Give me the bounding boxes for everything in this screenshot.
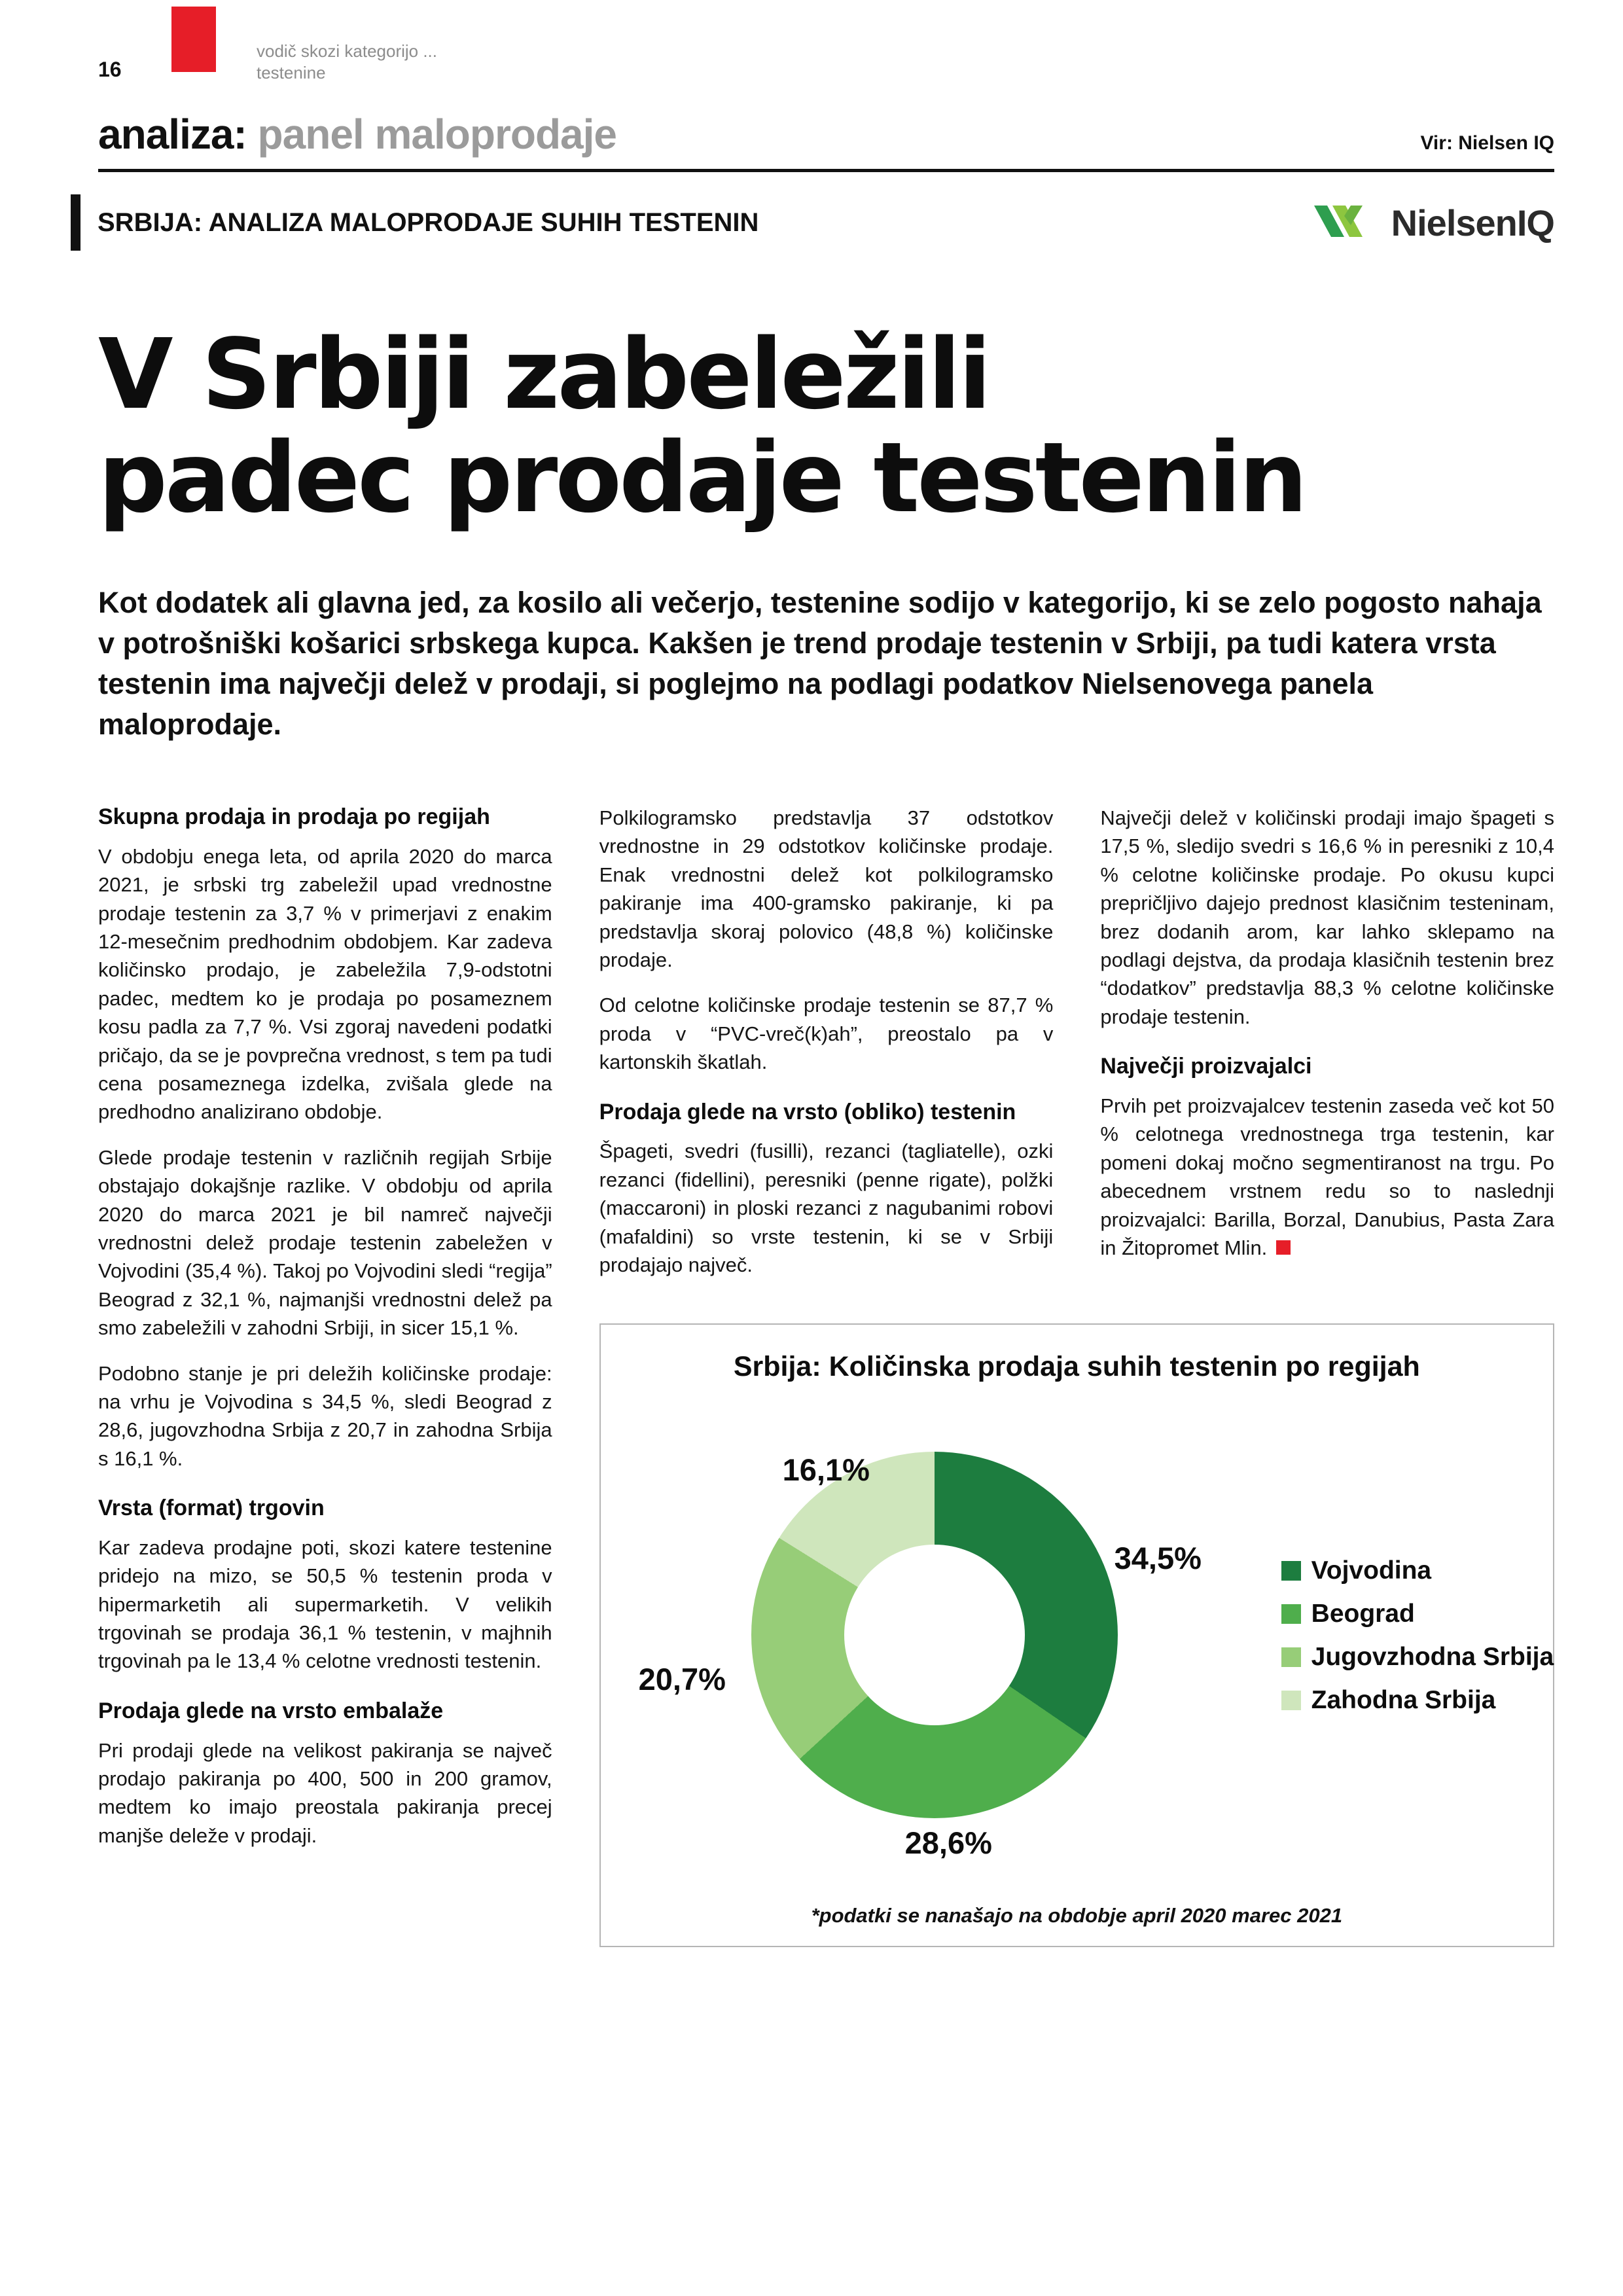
red-square-logo: [171, 7, 216, 72]
body-paragraph: Špageti, svedri (fusilli), rezanci (tagliatelle), ozki rezanci (fidellini), peresniki (penne rigate), polžki (maccaroni) in ploski rezanci z nagubanimi robovi (mafaldini) so vrste testenin, ki se v Srbiji prodajajo največ.: [599, 1139, 1054, 1276]
slice-label-jugovzhodna: 20,7%: [638, 1662, 726, 1697]
nielseniq-logo: [1310, 196, 1554, 249]
body-paragraph: Od celotne količinske prodaje testenin se 87,7 % proda v “PVC-vreč(k)ah”, preostalo pa v kartonskih škatlah.: [599, 994, 1054, 1074]
column-heading: Največji proizvajalci: [1100, 1054, 1312, 1079]
niq-chevron-icon: [1310, 196, 1382, 249]
source-credit: Vir: Nielsen IQ: [1420, 132, 1554, 154]
legend-item: [1281, 1643, 1554, 1672]
donut-hole: [844, 1545, 1025, 1725]
headline-line-1: V Srbiji zabeležili: [98, 318, 990, 431]
legend-swatch: [1281, 1691, 1301, 1710]
legend-label: Beograd: [1311, 1600, 1415, 1628]
slice-label-beograd: 28,6%: [904, 1825, 992, 1861]
legend-swatch: [1281, 1561, 1301, 1581]
article-kicker: [98, 194, 758, 251]
column-heading: Prodaja glede na vrsto embalaže: [98, 1698, 444, 1723]
body-paragraph: [1100, 1092, 1554, 1262]
body-paragraph: Pri prodaji glede na velikost pakiranja se največ prodajo pakiranja po 400, 500 in 200 gramov, medtem ko imajo preostala pakiranja precej manjše deleže v prodaji.: [98, 1738, 552, 1847]
section-title: [98, 110, 616, 158]
body-paragraph: Kar zadeva prodajne poti, skozi katere testenine pridejo na mizo, se 50,5 % testenin proda v hipermarketih ali supermarketih. V velikih trgovinah se prodaja 36,1 % testenin, v majhnih trgovinah pa le 13,4 % celotne vrednosti testenin.: [98, 1535, 552, 1673]
article-headline: [98, 318, 1554, 535]
column-heading: Vrsta (format) trgovin: [98, 1496, 325, 1521]
nielseniq-wordmark: NielsenIQ: [1391, 202, 1554, 243]
column-heading: Skupna prodaja in prodaja po regijah: [98, 804, 490, 830]
category-kicker: [257, 41, 437, 83]
page-number: 16: [98, 58, 122, 81]
slice-label-vojvodina: 34,5%: [1114, 1541, 1202, 1576]
column-heading: Prodaja glede na vrsto (obliko) testenin: [599, 1099, 1016, 1124]
article-end-marker: [1276, 1240, 1291, 1255]
column-3: [1100, 804, 1554, 1296]
article-kicker-title: SRBIJA: ANALIZA MALOPRODAJE SUHIH TESTENIN: [98, 207, 759, 237]
chart-legend: [1281, 1556, 1554, 1715]
body-paragraph: Podobno stanje je pri deležih količinske prodaje: na vrhu je Vojvodina s 34,5 %, sledi Beograd z 28,6, jugovzhodna Srbija z 20,7 in zahodna Srbija s 16,1 %.: [98, 1361, 552, 1470]
article-kicker-row: [98, 194, 1554, 251]
chart-footnote: *podatki se nanašajo na obdobje april 2020 marec 2021: [811, 1904, 1343, 1928]
chart-title: Srbija: Količinska prodaja suhih testenin po regijah: [733, 1351, 1420, 1383]
donut-chart-figure: [627, 1390, 1554, 1900]
slice-label-zahodna: 16,1%: [782, 1452, 870, 1488]
section-title-gray: panel maloprodaje: [257, 111, 616, 158]
legend-swatch: [1281, 1647, 1301, 1667]
black-bar-icon: [71, 194, 80, 251]
body-paragraph: V obdobju enega leta, od aprila 2020 do marca 2021, je srbski trg zabeležil upad vrednostne prodaje testenin za 3,7 % v primerjavi z enakim 12-mesečnim predhodnim obdobjem. Kar zadeva količinsko prodajo, je zabeležila 7,9-odstotni padec, medtem ko je prodaja po posameznem kosu padla za 7,7 %. Vsi zgoraj navedeni podatki pričajo, da se je povprečna vrednost, s tem pa tudi cena posameznega izdelka, zvišala glede na predhodno analizirano obdobje.: [98, 844, 552, 1124]
section-title-row: [98, 110, 1554, 158]
legend-label: Vojvodina: [1311, 1556, 1432, 1585]
headline-line-2: padec prodaje testenin: [98, 422, 1306, 535]
legend-label: Zahodna Srbija: [1311, 1686, 1496, 1715]
legend-item: [1281, 1556, 1554, 1585]
body-paragraph-text: Prvih pet proizvajalcev testenin zaseda več kot 50 % celotnega vrednostnega trga testenin, kar pomeni dokaj močno segmentiranost na trgu. Po abecednem vrstnem redu so to naslednji proizvajalci: Barilla, Borzal, Danubius, Pasta Zara in Žitopromet Mlin.: [1100, 1094, 1554, 1259]
body-paragraph: Največji delež v količinski prodaji imajo špageti s 17,5 %, sledijo svedri s 16,6 % in peresniki z 10,4 % celotne količinske prodaje. Po okusu kupci prepričljivo dajejo prednost klasičnim testeninam, brez dodanih arom, kar lahko sklepamo na podlagi dejstva, da prodaja klasičnih testenin brez “dodatkov” predstavlja 88,3 % celotne količinske prodaje testenin.: [1100, 806, 1554, 1028]
legend-label: Jugovzhodna Srbija: [1311, 1643, 1554, 1672]
page-header: [0, 0, 1623, 82]
column-1: [98, 804, 552, 1947]
legend-swatch: [1281, 1604, 1301, 1624]
body-paragraph: Glede prodaje testenin v različnih regijah Srbije obstajajo dokajšnje razlike. V obdobju od aprila 2020 do marca 2021 je bil namreč največji vrednostni delež prodaje testenin zabeležen v Vojvodini (35,4 %). Takoj po Vojvodini sledi “regija” Beograd z 32,1 %, najmanjši vrednostni delež pa smo zabeležili v zahodni Srbiji, in sicer 15,1 %.: [98, 1145, 552, 1340]
donut-chart: [751, 1452, 1118, 1818]
body-paragraph: Polkilogramsko predstavlja 37 odstotkov vrednostne in 29 odstotkov količinske prodaje. Enak vrednostni delež kot polkilogramsko pakiranje ima 400-gramsko pakiranje, ki pa predstavlja skoraj polovico (48,8 %) količinske prodaje.: [599, 806, 1054, 972]
kicker-line-1: vodič skozi kategorijo ...: [257, 41, 438, 61]
chart-box: [599, 1323, 1554, 1947]
lead-paragraph: Kot dodatek ali glavna jed, za kosilo ali večerjo, testenine sodijo v kategorijo, ki se zelo pogosto nahaja v potrošniški košarici srbskega kupca. Kakšen je trend prodaje testenin v Srbiji, pa tudi katera vrsta testenin ima največji delež v prodaji, si poglejmo na podlagi podatkov Nielsenovega panela maloprodaje.: [98, 585, 1542, 741]
section-title-black: analiza:: [98, 111, 247, 158]
kicker-line-2: testenine: [257, 62, 326, 82]
legend-item: [1281, 1686, 1554, 1715]
column-2: [599, 804, 1054, 1296]
article-body: [98, 804, 1554, 1947]
legend-item: [1281, 1600, 1554, 1628]
header-rule: [98, 169, 1554, 172]
